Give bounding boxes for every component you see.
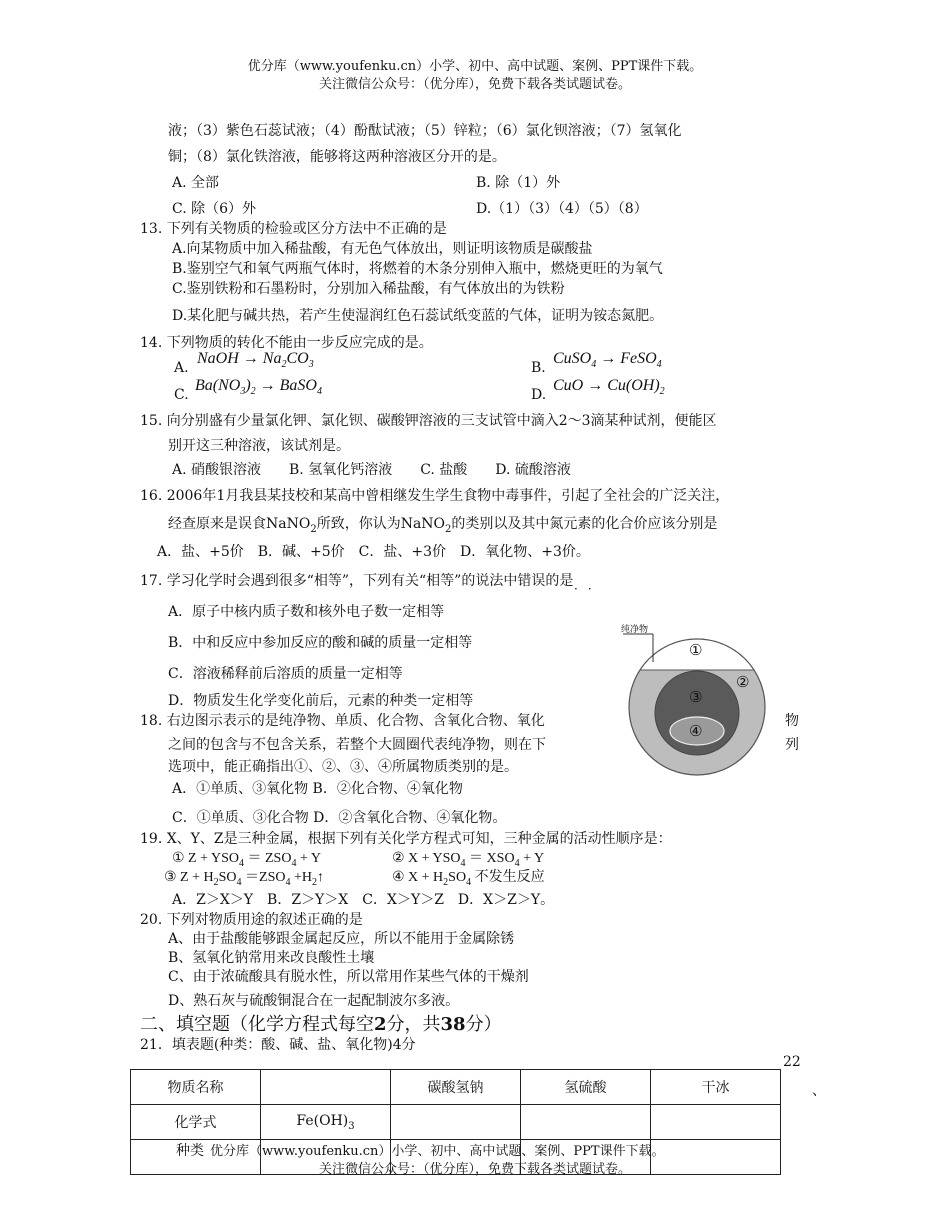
q18-stem-cont2: 选项中，能正确指出①、②、③、④所属物质类别的是。 xyxy=(168,759,518,775)
q12-cont-line2: 铜；（8）氯化铁溶液，能够将这两种溶液区分开的是。 xyxy=(168,149,506,165)
q13-stem: 13. 下列有关物质的检验或区分方法中不正确的是 xyxy=(140,221,447,237)
q12-option-c: C. 除（6）外 xyxy=(172,201,257,217)
label-pure-substance: 纯净物 xyxy=(621,625,649,635)
table-cell xyxy=(261,1070,391,1105)
q18-options-cd: C．①单质、③化合物 D．②含氧化合物、④氧化物。 xyxy=(172,810,507,826)
q12-option-b: B. 除（1）外 xyxy=(476,175,561,191)
q14-option-b-label: B. xyxy=(531,360,546,376)
q19-equation-3: ③ $Z + H_2SO_4 =ZSO_4$ $+H_2↑$ xyxy=(164,870,324,888)
table-row xyxy=(131,1070,781,1105)
q17-option-b: B．中和反应中参加反应的酸和碱的质量一定相等 xyxy=(168,635,473,651)
emphasis-dots: ·· xyxy=(574,582,602,596)
q14-option-c-formula: $Ba(NO_3)_2$ → BaSO$_4$ xyxy=(195,377,322,398)
q19-equation-1: ① $Z + YSO_4 = ZSO_4 + Y$ xyxy=(172,851,321,869)
table-cell: 氢硫酸 xyxy=(521,1070,651,1105)
q15-stem: 15. 向分别盛有少量氯化钾、氯化钡、碳酸钾溶液的三支试管中滴入2～3滴某种试剂，便能区 xyxy=(140,413,717,429)
q17-option-c: C．溶液稀释前后溶质的质量一定相等 xyxy=(168,666,403,682)
label-2: ② xyxy=(736,673,750,691)
q14-option-c-label: C. xyxy=(174,387,189,403)
table-row3-label: 种类 xyxy=(176,1143,204,1159)
table-cell xyxy=(391,1105,521,1140)
table-cell: 化学式 xyxy=(131,1105,261,1140)
q12-option-d: D.（1）（3）（4）（5）（8） xyxy=(476,201,648,217)
q20-option-b: B、氢氧化钠常用来改良酸性土壤 xyxy=(168,950,375,966)
table-cell xyxy=(521,1105,651,1140)
q14-option-d-formula: CuO → $Cu(OH)_2$ xyxy=(553,377,665,398)
q16-stem: 16. 2006年1月我县某技校和某高中曾相继发生学生食物中毒事件，引起了全社会的广泛关注， xyxy=(140,488,730,504)
q19-equation-2: ② $X + YSO_4 = XSO_4 + Y$ xyxy=(392,851,545,869)
table-cell: 干冰 xyxy=(651,1070,781,1105)
q17-stem: 17. 学习化学时会遇到很多“相等”，下列有关“相等”的说法中错误的是 xyxy=(140,573,574,589)
q16-options: A．盐、+5价 B．碱、+5价 C．盐、+3价 D．氧化物、+3价。 xyxy=(157,544,590,560)
q15-options: A. 硝酸银溶液 B. 氢氧化钙溶液 C. 盐酸 D. 硫酸溶液 xyxy=(172,462,571,478)
footer-line-2: 关注微信公众号：（优分库），免费下载各类试题试卷。 xyxy=(318,1162,631,1177)
label-3: ③ xyxy=(689,688,703,706)
table-cell-formula: $Fe(OH)_3$ xyxy=(261,1105,391,1140)
q22-number: 22 xyxy=(783,1054,801,1070)
q13-option-b: B.鉴别空气和氧气两瓶气体时，将燃着的木条分别伸入瓶中，燃烧更旺的为氧气 xyxy=(172,261,663,277)
label-1: ① xyxy=(689,641,703,659)
q19-equation-4: ④ $X + H_2SO_4$ 不发生反应 xyxy=(392,870,545,888)
header-line-1: 优分库（www.youfenku.cn）小学、初中、高中试题、案例、PPT课件下载。 xyxy=(247,59,703,74)
footer-line-1: 优分库（www.youfenku.cn）小学、初中、高中试题、案例、PPT课件下载。 xyxy=(210,1144,665,1159)
q13-option-d: D.某化肥与碱共热，若产生使湿润红色石蕊试纸变蓝的气体，证明为铵态氮肥。 xyxy=(172,308,664,324)
q20-option-d: D、熟石灰与硫酸铜混合在一起配制波尔多液。 xyxy=(168,993,460,1009)
q22-mark: 、 xyxy=(812,1083,826,1099)
q13-option-c: C.鉴别铁粉和石墨粉时，分别加入稀盐酸，有气体放出的为铁粉 xyxy=(172,281,565,297)
q14-option-d-label: D. xyxy=(531,387,547,403)
q20-option-c: C、由于浓硫酸具有脱水性，所以常用作某些气体的干燥剂 xyxy=(168,969,529,985)
q18-options-ab: A．①单质、③氧化物 B．②化合物、④氧化物 xyxy=(172,781,463,797)
q16-stem-cont: 经查原来是误食NaNO$_2$所致，你认为NaNO$_2$的类别以及其中氮元素的化合价应该分别是 xyxy=(168,516,718,535)
q18-stem-cont-end: 列 xyxy=(785,737,799,753)
q19-stem: 19. X、Y、Z是三种金属，根据下列有关化学方程式可知，三种金属的活动性顺序是： xyxy=(140,831,672,847)
q14-option-b-formula: CuSO$_4$ → FeSO$_4$ xyxy=(553,350,662,371)
classification-diagram xyxy=(615,620,775,790)
q12-cont-line1: 液；（3）紫色石蕊试液；（4）酚酞试液；（5）锌粒；（6）氯化钡溶液；（7）氢氧化 xyxy=(168,123,682,139)
table-cell: 碳酸氢钠 xyxy=(391,1070,521,1105)
q20-stem: 20. 下列对物质用途的叙述正确的是 xyxy=(140,912,363,928)
q18-stem-cont: 之间的包含与不包含关系，若整个大圆圈代表纯净物，则在下 xyxy=(168,737,546,753)
q21-stem: 21．填表题(种类：酸、碱、盐、氧化物)4分 xyxy=(140,1037,416,1053)
table-row xyxy=(131,1105,781,1140)
q19-options: A．Z＞X＞Y B．Z＞Y＞X C．X＞Y＞Z D．X＞Z＞Y。 xyxy=(172,892,555,908)
header-line-2: 关注微信公众号：（优分库），免费下载各类试题试卷。 xyxy=(318,77,631,92)
q15-stem-cont: 别开这三种溶液，该试剂是。 xyxy=(168,438,350,454)
q18-stem-end: 物 xyxy=(785,713,799,729)
q17-option-d: D．物质发生化学变化前后，元素的种类一定相等 xyxy=(168,693,474,709)
q20-option-a: A、由于盐酸能够跟金属起反应，所以不能用于金属除锈 xyxy=(168,931,515,947)
q17-option-a: A．原子中核内质子数和核外电子数一定相等 xyxy=(168,604,445,620)
q18-stem: 18. 右边图示表示的是纯净物、单质、化合物、含氧化合物、氧化 xyxy=(140,713,545,729)
label-4: ④ xyxy=(689,722,703,740)
table-cell xyxy=(651,1105,781,1140)
q14-option-a-formula: NaOH → $Na_2CO_3$ xyxy=(197,350,314,371)
section-2-title: 二、填空题（化学方程式每空2分，共38分） xyxy=(140,1014,502,1035)
q14-option-a-label: A. xyxy=(174,360,189,376)
table-cell: 物质名称 xyxy=(131,1070,261,1105)
q13-option-a: A.向某物质中加入稀盐酸，有无色气体放出，则证明该物质是碳酸盐 xyxy=(172,241,593,257)
q14-stem: 14. 下列物质的转化不能由一步反应完成的是。 xyxy=(140,335,433,351)
q12-option-a: A. 全部 xyxy=(172,175,220,191)
